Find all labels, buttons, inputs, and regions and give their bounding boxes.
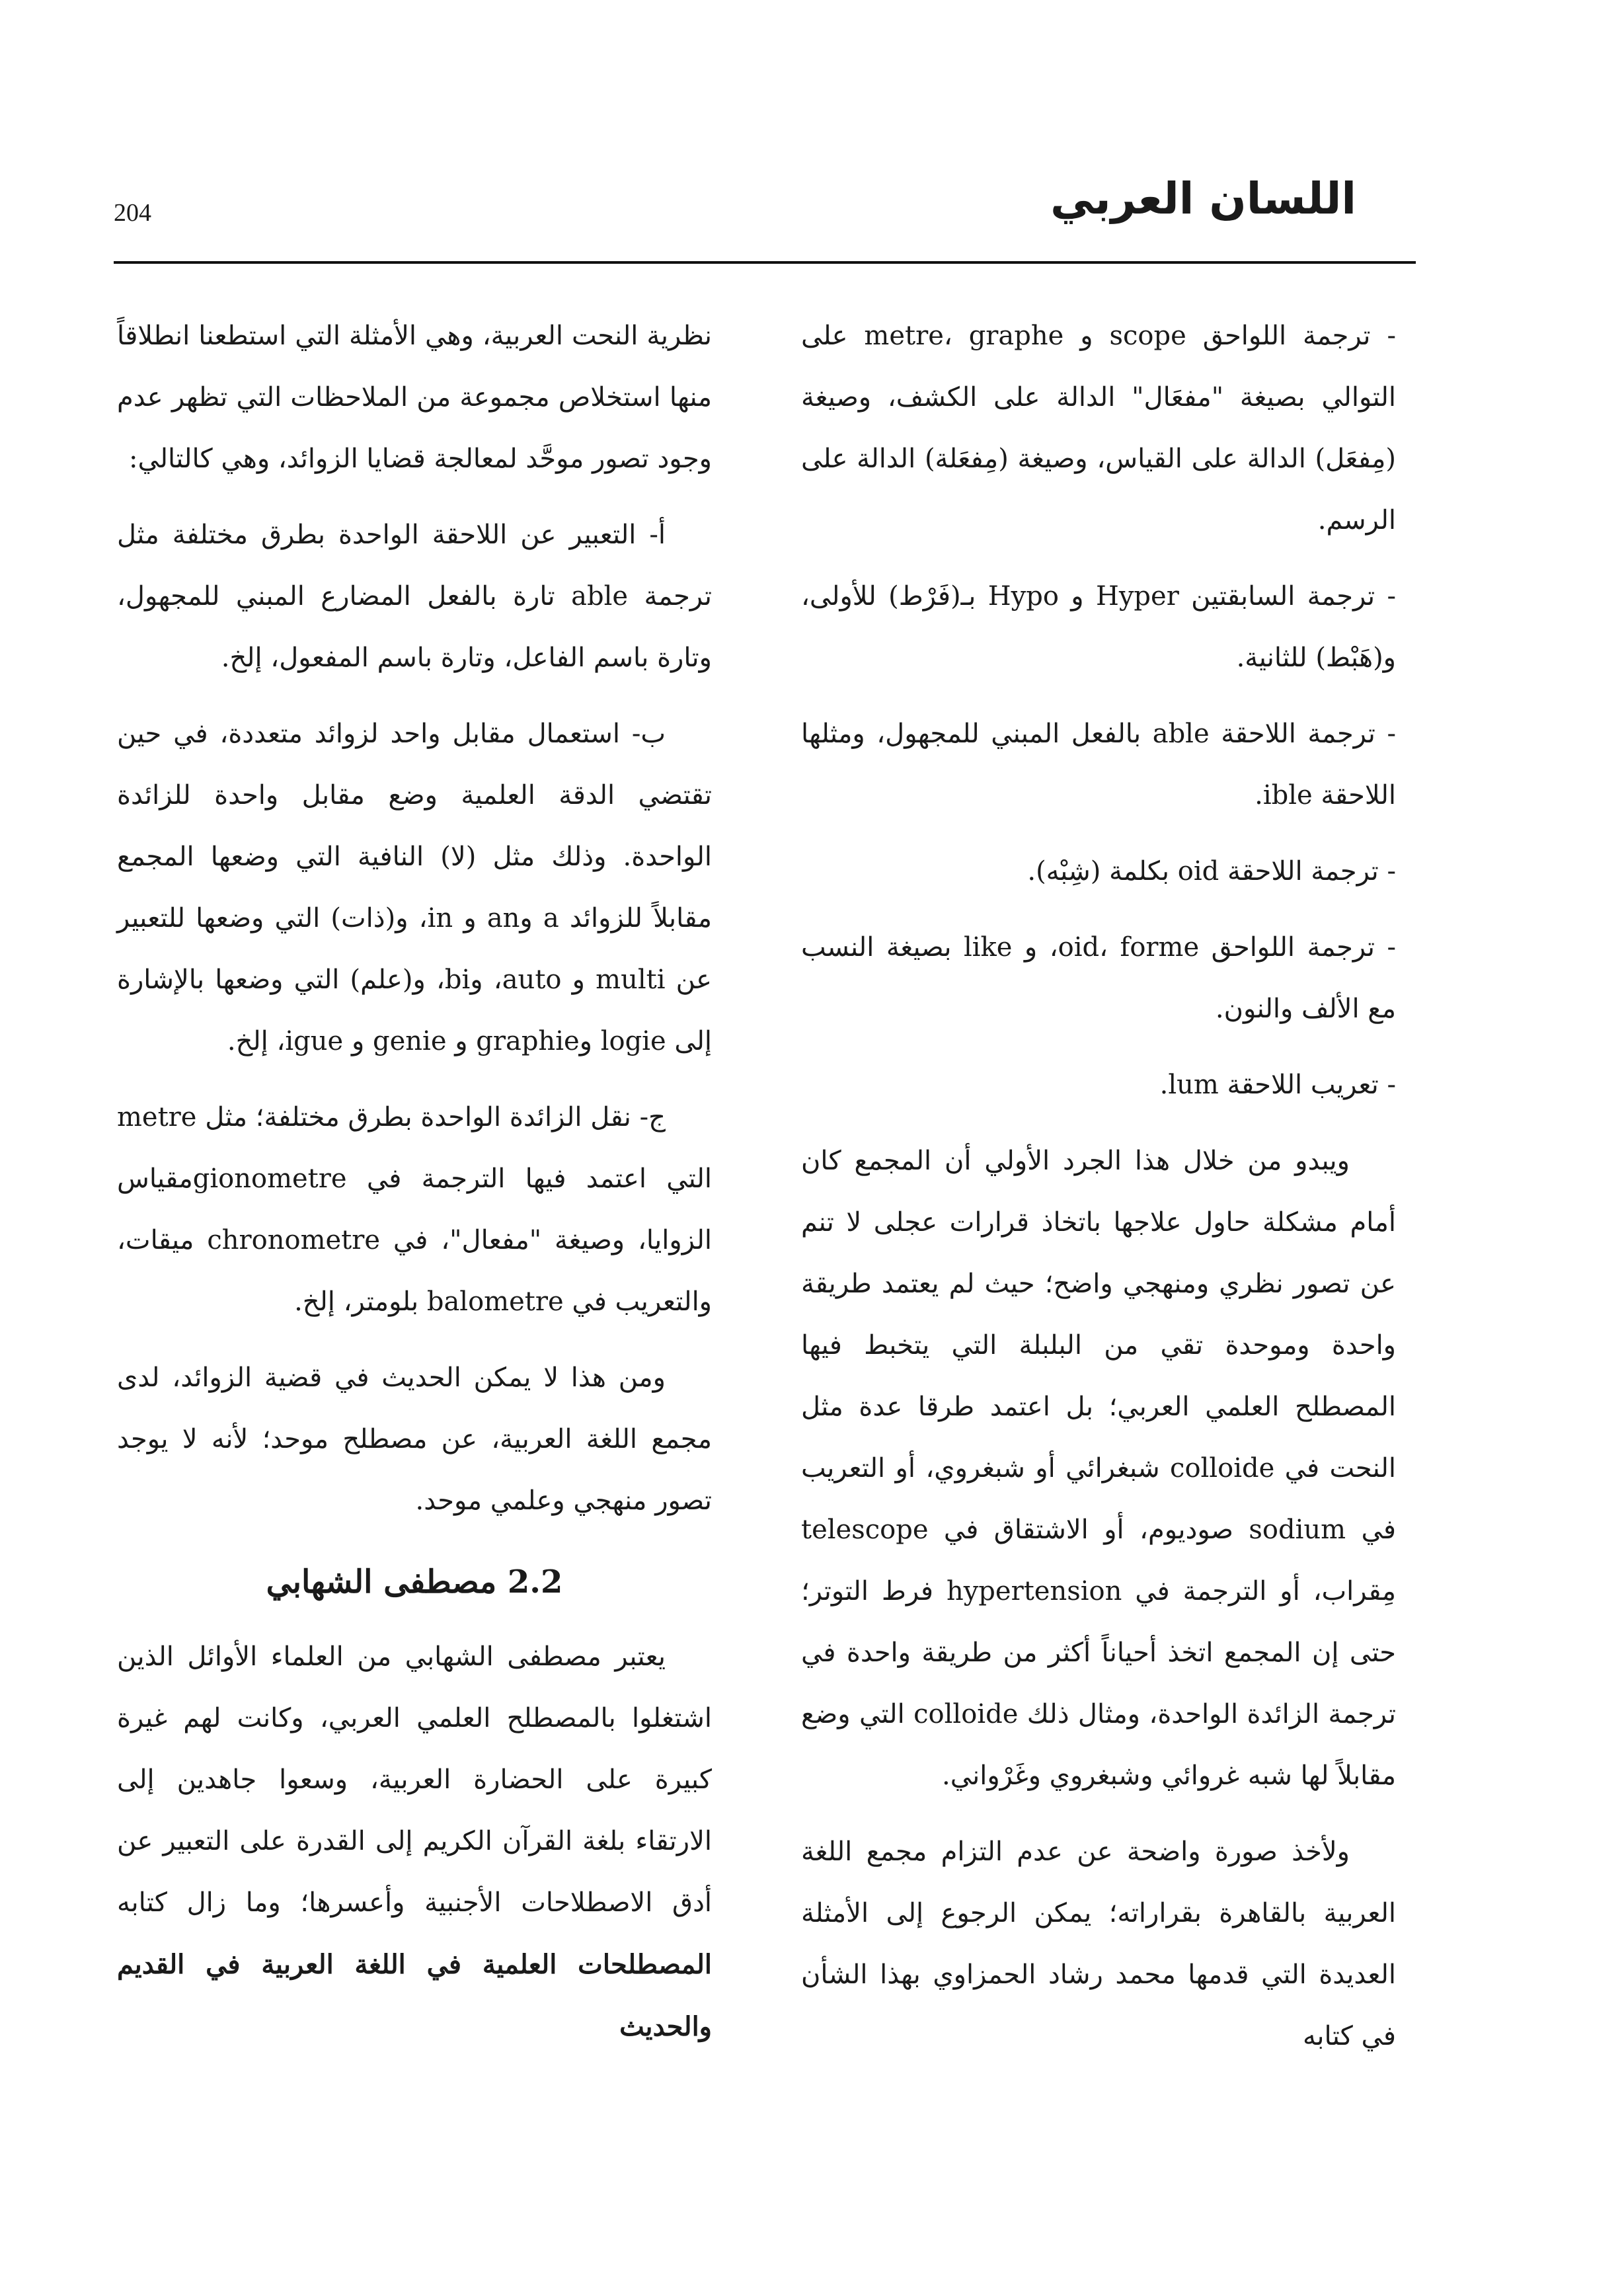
paragraph: ج- نقل الزائدة الواحدة بطرق مختلفة؛ مثل metre التي اعتمد فيها الترجمة في gionometreمقياس الزوايا، وصيغة "مفعال"، في chronometre ميقات، والتعريب في balometre بلومتر، إلخ. [117,1102,713,1317]
right-column [801,305,1396,2082]
paragraph: - ترجمة اللاحقة oid بكلمة (شِبْه). [1027,856,1396,887]
paragraph [117,1626,712,2058]
paragraph: - ترجمة اللواحق scope و metre، graphe على التوالي بصيغة "مفعَال" الدالة على الكشف، وصيغة (مِفعَل) الدالة على القياس، وصيغة (مِفعَلة) الدالة على الرسم. [801,321,1396,535]
paragraph: - ترجمة السابقتين Hyper و Hypo بـ(فَرْط) للأولى، و(هَبْط) للثانية. [801,581,1397,673]
paragraph-text: يعتبر مصطفى الشهابي من العلماء الأوائل الذين اشتغلوا بالمصطلح العلمي العربي، وكانت لهم غيرة كبيرة على الحضارة العربية، وسعوا جاهدين إلى الارتقاء بلغة القرآن الكريم إلى القدرة على التعبير عن أدق الاصطلاحات الأجنبية وأعسرها؛ وما زال كتابه [117,1642,712,1918]
paragraph: ويبدو من خلال هذا الجرد الأولي أن المجمع كان أمام مشكلة حاول علاجها باتخاذ قرارات عجلى لا تنم عن تصور نظري ومنهجي واضح؛ حيث لم يعتمد طريقة واحدة وموحدة تقي من البلبلة التي يتخبط فيها المصطلح العلمي العربي؛ بل اعتمد طرقا عدة مثل النحت في colloide شبغرائي أو شبغروي، أو التعريب في sodium صوديوم، أو الاشتقاق في telescope مِقراب، أو الترجمة في hypertension فرط التوتر؛ حتى إن المجمع اتخذ أحياناً أكثر من طريقة واحدة في ترجمة الزائدة الواحدة، ومثال ذلك colloide التي وضع مقابلاً لها شبه غروائي وشبغروي وغَرْواني. [801,1146,1397,1791]
paragraph: - ترجمة اللواحق oid، forme، و like بصيغة النسب مع الألف والنون. [801,932,1396,1024]
paragraph: - تعريب اللاحقة lum. [1159,1070,1396,1100]
paragraph: نظرية النحت العربية، وهي الأمثلة التي استطعنا انطلاقاً منها استخلاص مجموعة من الملاحظات التي تظهر عدم وجود تصور موحَّد لمعالجة قضايا الزوائد، وهي كالتالي: [117,321,713,474]
book-title: المصطلحات العلمية في اللغة العربية في القديم والحديث [117,1949,712,2042]
left-column [117,305,712,2073]
paragraph: أ- التعبير عن اللاحقة الواحدة بطرق مختلفة مثل ترجمة able تارة بالفعل المضارع المبني للمجهول، وتارة باسم الفاعل، وتارة باسم المفعول، إلخ. [117,520,712,673]
paragraph: ولأخذ صورة واضحة عن عدم التزام مجمع اللغة العربية بالقاهرة بقراراته؛ يمكن الرجوع إلى الأمثلة العديدة التي قدمها محمد رشاد الحمزاوي بهذا الشأن في كتابه [801,1837,1396,2051]
header-rule [114,261,1416,264]
paragraph: ب- استعمال مقابل واحد لزوائد متعددة، في حين تقتضي الدقة العلمية وضع مقابل واحدة للزائدة الواحدة. وذلك مثل (لا) النافية التي وضعها المجمع مقابلاً للزوائد a وan و in، و(ذات) التي وضعها للتعبير عن multi و auto، وbi، و(علم) التي وضعها بالإشارة إلى logie وgraphie و genie و igue، إلخ. [117,719,712,1056]
paragraph: ومن هذا لا يمكن الحديث في قضية الزوائد، لدى مجمع اللغة العربية، عن مصطلح موحد؛ لأنه لا يوجد تصور منهجي وعلمي موحد. [117,1363,712,1516]
section-heading: 2.2 مصطفى الشهابي [266,1564,563,1601]
paragraph: - ترجمة اللاحقة able بالفعل المبني للمجهول، ومثلها اللاحقة ible. [801,719,1396,811]
journal-logo: اللسان العربي [1050,173,1356,224]
page-number: 204 [114,199,151,227]
